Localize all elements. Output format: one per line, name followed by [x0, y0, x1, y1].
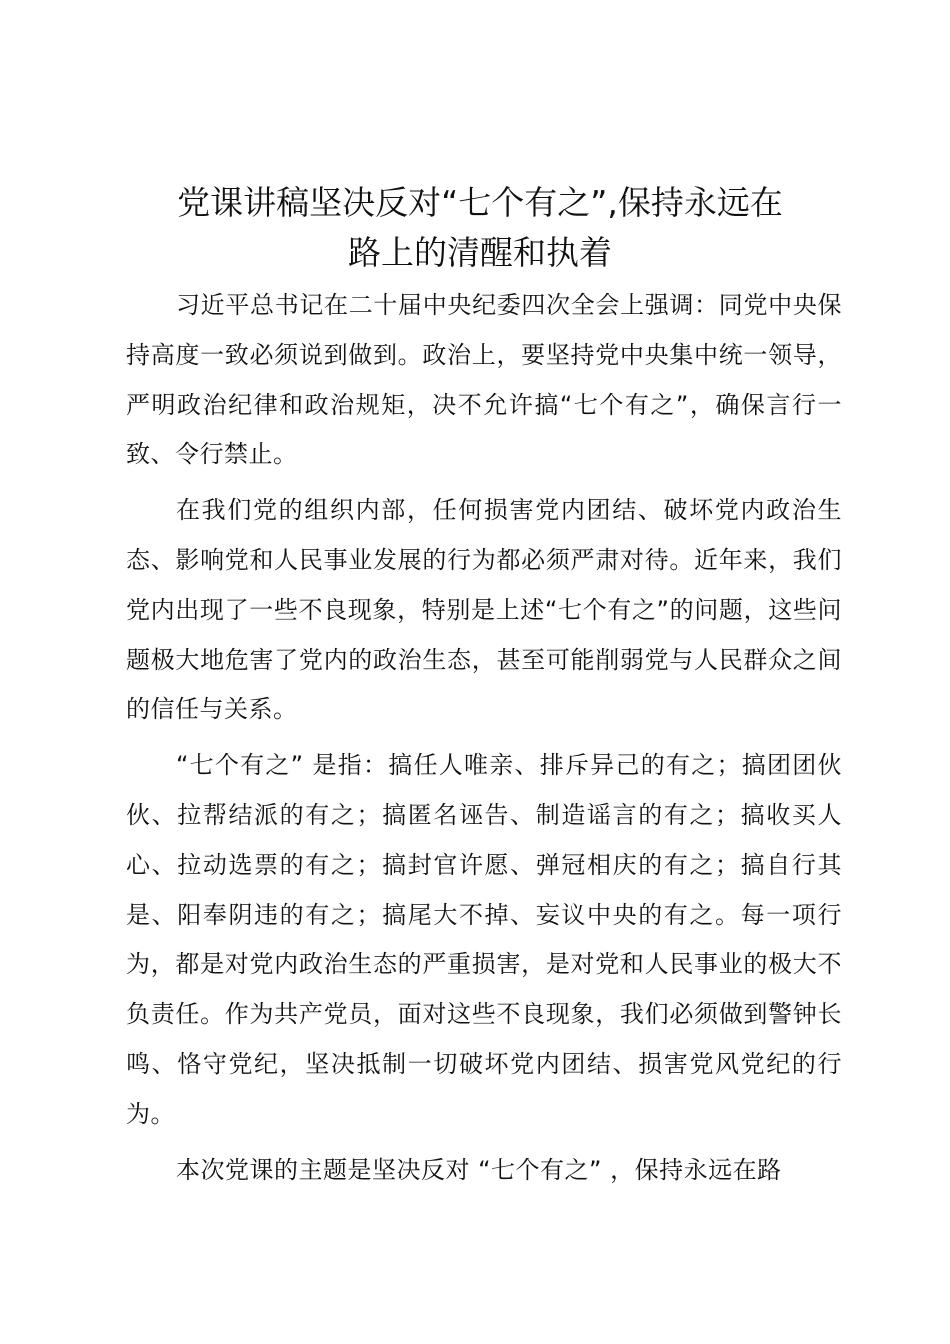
- document-body: [126, 281, 842, 1201]
- title-line-1: 党课讲稿坚决反对“七个有之”,保持永远在: [177, 183, 783, 222]
- paragraph-4: 本次党课的主题是坚决反对 “七个有之” ，保持永远在路: [176, 1155, 782, 1184]
- document-title: [110, 178, 850, 278]
- paragraph-1: 习近平总书记在二十届中央纪委四次全会上强调：同党中央保持高度一致必须说到做到。政治上，要坚持党中央集中统一领导，严明政治纪律和政治规矩，决不允许搞“七个有之”，确保言行一致、令行禁止。: [126, 291, 842, 469]
- title-line-2: 路上的清醒和执着: [348, 233, 612, 272]
- paragraph-2: 在我们党的组织内部，任何损害党内团结、破坏党内政治生态、影响党和人民事业发展的行为都必须严肃对待。近年来，我们党内出现了一些不良现象，特别是上述“七个有之”的问题，这些问题极大地危害了党内的政治生态，甚至可能削弱党与人民群众之间的信任与关系。: [126, 496, 842, 724]
- paragraph-3: “七个有之” 是指：搞任人唯亲、排斥异己的有之；搞团团伙伙、拉帮结派的有之；搞匿名诬告、制造谣言的有之；搞收买人心、拉动选票的有之；搞封官许愿、弹冠相庆的有之；搞自行其是、阳奉阴违的有之；搞尾大不掉、妄议中央的有之。每一项行为，都是对党内政治生态的严重损害，是对党和人民事业的极大不负责任。作为共产党员，面对这些不良现象，我们必须做到警钟长鸣、恪守党纪，坚决抵制一切破坏党内团结、损害党风党纪的行为。: [126, 751, 842, 1128]
